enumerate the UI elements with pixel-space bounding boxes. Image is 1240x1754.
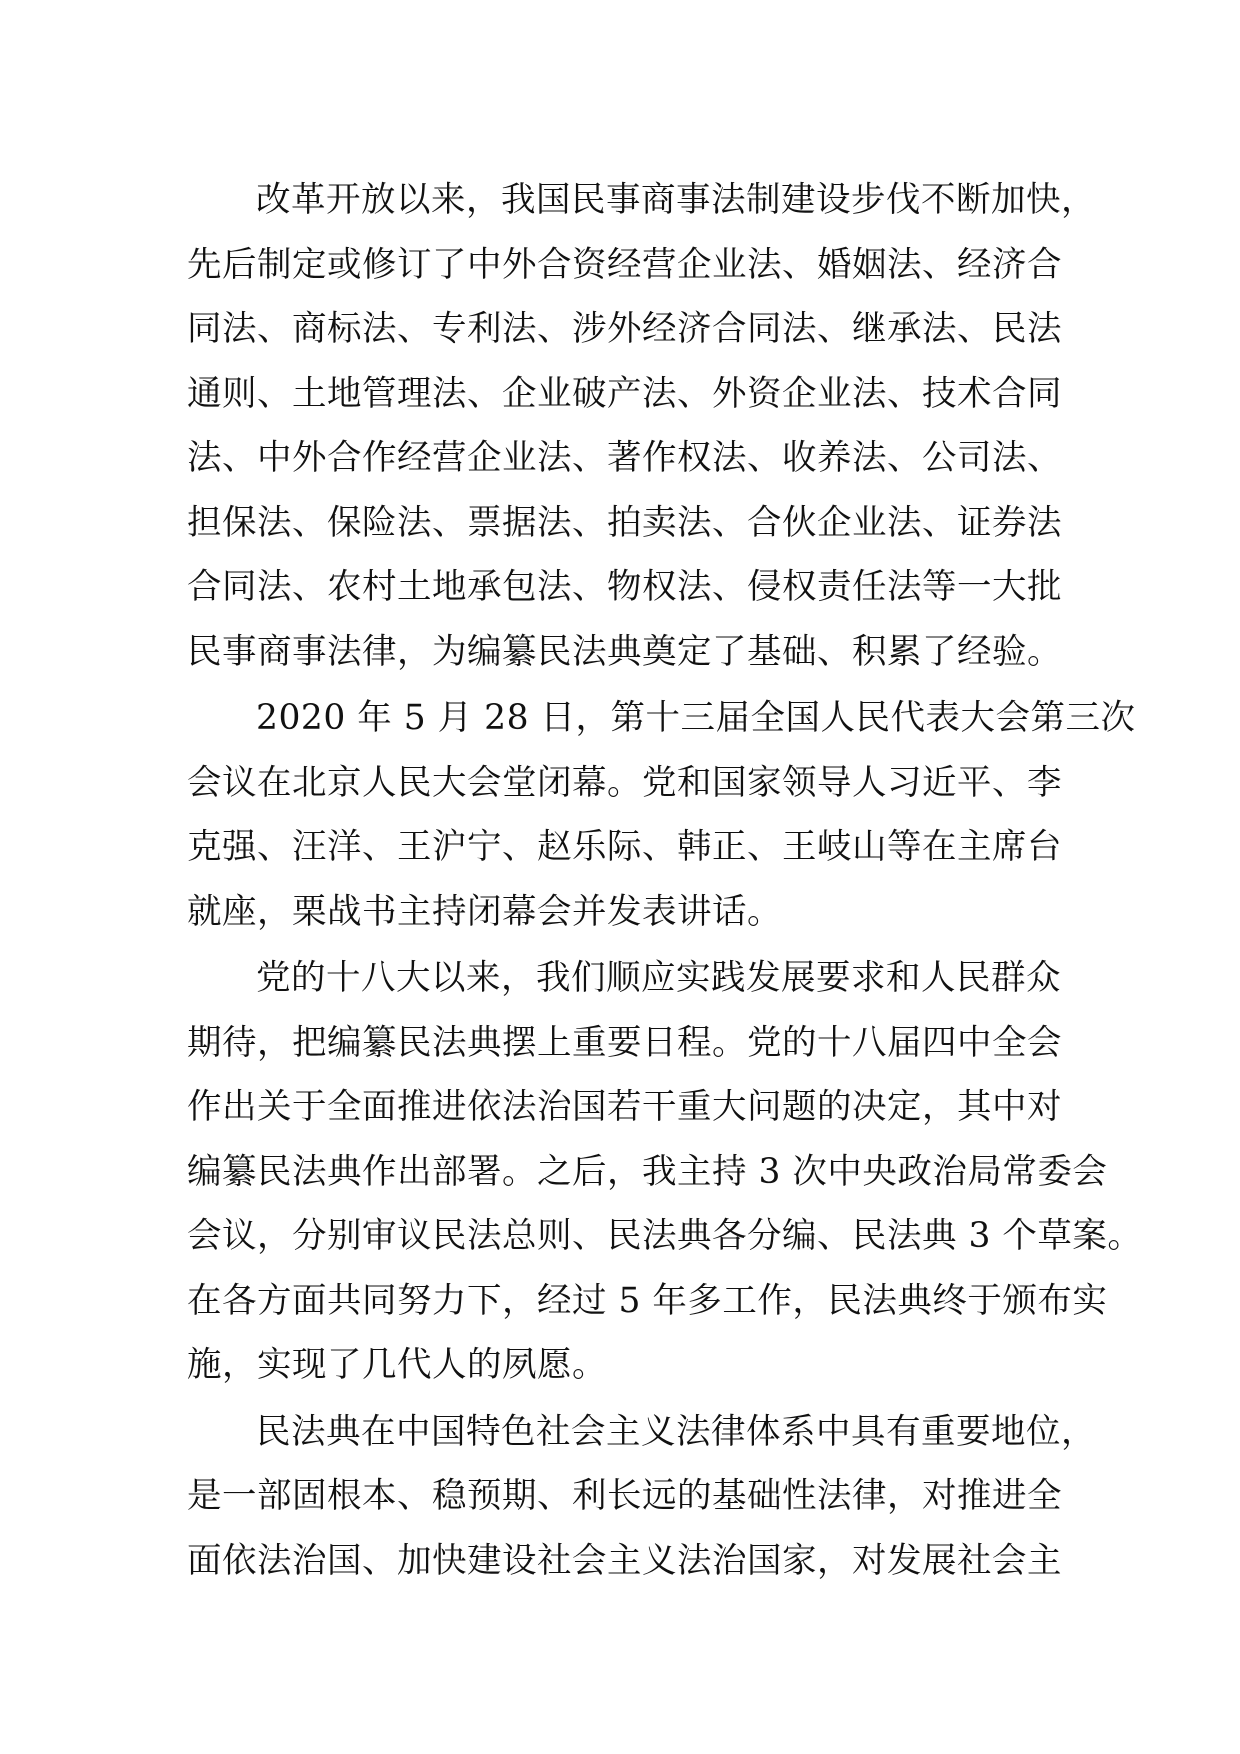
paragraph-1-line-8: 民事商事法律，为编纂民法典奠定了基础、积累了经验。 <box>187 631 1062 672</box>
document-body <box>187 168 1143 1593</box>
paragraph-3-line-3: 作出关于全面推进依法治国若干重大问题的决定，其中对 <box>187 1087 1062 1127</box>
paragraph-1-line-6: 担保法、保险法、票据法、拍卖法、合伙企业法、证券法 <box>187 502 1062 543</box>
paragraph-2-line-1: 2020 年 5 月 28 日，第十三届全国人民代表大会第三次 <box>256 698 1136 738</box>
paragraph-1-line-2: 先后制定或修订了中外合资经营企业法、婚姻法、经济合 <box>187 244 1062 285</box>
paragraph-1-line-3: 同法、商标法、专利法、涉外经济合同法、继承法、民法 <box>187 309 1062 349</box>
paragraph-1-line-1: 改革开放以来，我国民事商事法制建设步伐不断加快， <box>256 180 1096 220</box>
paragraph-1-line-7: 合同法、农村土地承包法、物权法、侵权责任法等一大批 <box>187 567 1062 607</box>
paragraph-4-line-3: 面依法治国、加快建设社会主义法治国家，对发展社会主 <box>187 1540 1062 1581</box>
paragraph-1-line-5: 法、中外合作经营企业法、著作权法、收养法、公司法、 <box>187 438 1062 478</box>
paragraph-3-line-4: 编纂民法典作出部署。之后，我主持 3 次中央政治局常委会 <box>187 1151 1108 1192</box>
paragraph-2-line-4: 就座，栗战书主持闭幕会并发表讲话。 <box>187 891 782 932</box>
paragraph-3-line-7: 施，实现了几代人的夙愿。 <box>187 1345 607 1385</box>
paragraph-2-line-3: 克强、汪洋、王沪宁、赵乐际、韩正、王岐山等在主席台 <box>187 827 1062 867</box>
paragraph-3-line-6: 在各方面共同努力下，经过 5 年多工作，民法典终于颁布实 <box>187 1280 1108 1321</box>
paragraph-1-line-4: 通则、土地管理法、企业破产法、外资企业法、技术合同 <box>187 373 1062 414</box>
paragraph-4-line-2: 是一部固根本、稳预期、利长远的基础性法律，对推进全 <box>187 1476 1062 1516</box>
paragraph-2-line-2: 会议在北京人民大会堂闭幕。党和国家领导人习近平、李 <box>187 762 1062 803</box>
paragraph-3-line-2: 期待，把编纂民法典摆上重要日程。党的十八届四中全会 <box>187 1022 1062 1063</box>
paragraph-4-line-1: 民法典在中国特色社会主义法律体系中具有重要地位， <box>256 1411 1096 1452</box>
paragraph-3-line-1: 党的十八大以来，我们顺应实践发展要求和人民群众 <box>256 958 1061 998</box>
paragraph-3-line-5: 会议，分别审议民法总则、民法典各分编、民法典 3 个草案。 <box>187 1216 1143 1256</box>
